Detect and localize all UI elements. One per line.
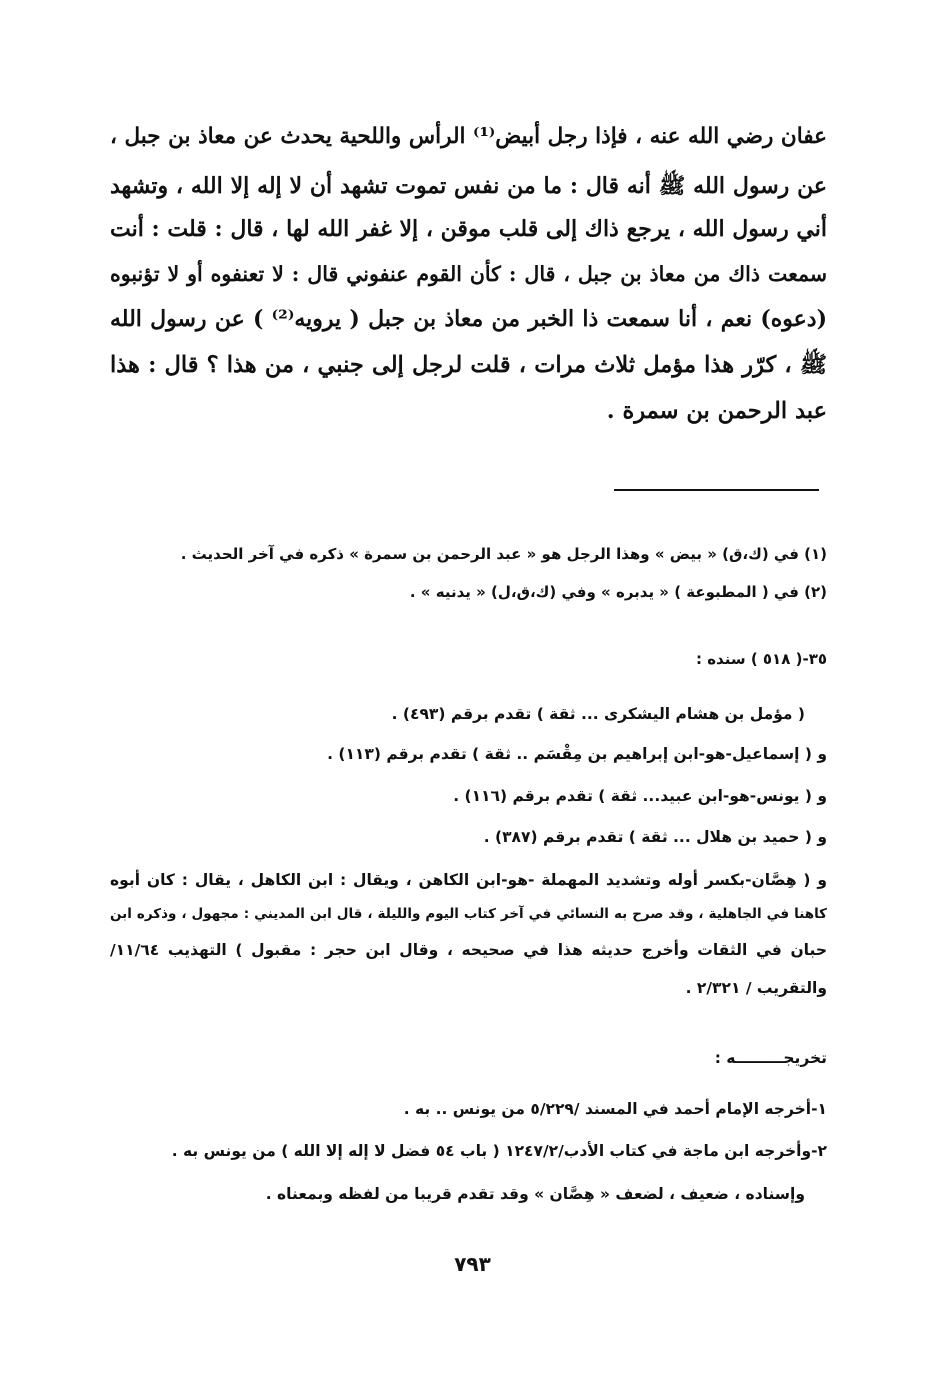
isnad-line-2: و ( إسماعيل-هو-ابن إبراهيم بن مِقْسَم .. ثقة ) تقدم برقم (١١٣) . — [327, 745, 827, 763]
isnad-heading: ٣٥-( ٥١٨ ) سنده : — [695, 650, 827, 668]
takhrij-line-3: وإسناده ، ضعيف ، لضعف « هِصَّان » وقد تقدم قريبا من لفظه وبمعناه . — [265, 1185, 805, 1203]
takhrij-line-2: ٢-وأخرجه ابن ماجة في كتاب الأدب/١٢٤٧/٢ ( باب ٥٤ فضل لا إله إلا الله ) من يونس به . — [171, 1142, 827, 1160]
body-line-2: عن رسول الله ﷺ أنه قال : ما من نفس تموت تشهد أن لا إله إلا الله ، وتشهد — [110, 173, 827, 199]
isnad-line-6: كاهنا في الجاهلية ، وقد صرح به النسائي في آخر كتاب اليوم والليلة ، قال ابن المديني : مجهول ، وذكره ابن — [110, 906, 827, 922]
isnad-line-8: والتقريب / ٢/٣٢١ . — [685, 979, 827, 997]
page-number: ٧٩٣ — [454, 1252, 491, 1276]
isnad-line-3: و ( يونس-هو-ابن عبيد... ثقة ) تقدم برقم (١١٦) . — [453, 787, 827, 805]
isnad-line-7: حبان في الثقات وأخرج حديثه هذا في صحيحه ، وقال ابن حجر : مقبول ) التهذيب ١١/٦٤/ — [110, 941, 827, 959]
body-line-6: ﷺ ، كرّر هذا مؤمل ثلاث مرات ، قلت لرجل إلى جنبي ، من هذا ؟ قال : هذا — [110, 352, 827, 378]
body-line-7: عبد الرحمن بن سمرة . — [606, 398, 827, 424]
isnad-line-5: و ( هِصَّان-بكسر أوله وتشديد المهملة -هو-ابن الكاهن ، ويقال : ابن الكاهل ، يقال : كان أبوه — [110, 871, 827, 889]
body-line-3: أني رسول الله ، يرجع ذاك إلى قلب موقن ، إلا غفر الله لها ، قال : قلت : أنت — [110, 216, 827, 242]
body-line-5: (دعوه) نعم ، أنا سمعت ذا الخبر من معاذ بن جبل ( يرويه⁽²⁾ ) عن رسول الله — [110, 306, 827, 332]
footnote-2: (٢) في ( المطبوعة ) « يدبره » وفي (ك،ق،ل) « يدنيه » . — [409, 583, 827, 601]
takhrij-line-1: ١-أخرجه الإمام أحمد في المسند /٥/٢٢٩ من يونس .. به . — [403, 1100, 827, 1118]
footnote-separator — [614, 489, 819, 491]
isnad-line-1: ( مؤمل بن هشام اليشكرى ... ثقة ) تقدم برقم (٤٩٣) . — [391, 705, 805, 723]
isnad-line-4: و ( حميد بن هلال ... ثقة ) تقدم برقم (٣٨٧) . — [483, 828, 827, 846]
footnote-1: (١) في (ك،ق) « بيض » وهذا الرجل هو « عبد الرحمن بن سمرة » ذكره في آخر الحديث . — [180, 545, 827, 563]
body-line-1: عفان رضي الله عنه ، فإذا رجل أبيض⁽¹⁾ الرأس واللحية يحدث عن معاذ بن جبل ، — [110, 124, 827, 149]
takhrij-heading: تخريجـــــــــه : — [714, 1049, 827, 1067]
body-line-4: سمعت ذاك من معاذ بن جبل ، قال : كأن القوم عنفوني قال : لا تعنفوه أو لا تؤنبوه — [110, 262, 827, 286]
